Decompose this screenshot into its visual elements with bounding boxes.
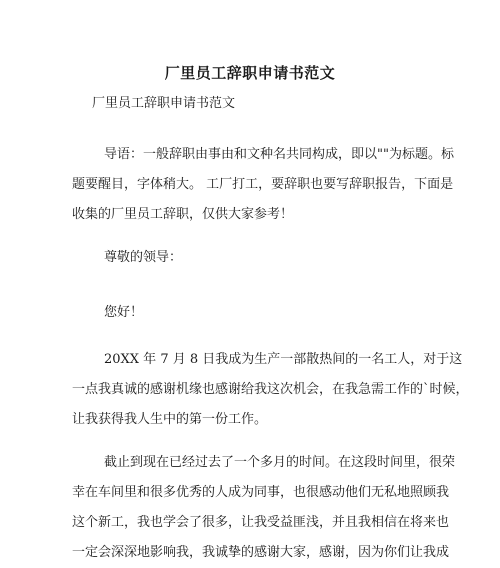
- greeting: [72, 298, 432, 328]
- paragraph-line: 一点我真诚的感谢机缘也感谢给我这次机会，在我急需工作的`时候，: [72, 382, 469, 397]
- paragraph-gratitude: [72, 448, 456, 568]
- salutation-text: 尊敬的领导：: [104, 250, 183, 265]
- paragraph-line: 20XX 年 7 月 8 日我成为生产一部散热间的一名工人，对于这: [104, 352, 463, 367]
- intro-line: 收集的厂里员工辞职，仅供大家参考！: [72, 207, 294, 222]
- paragraph-start-date: [72, 345, 469, 435]
- intro-line: 导语：一般辞职由事由和文种名共同构成，即以""为标题。标: [104, 147, 454, 162]
- salutation: [72, 243, 432, 273]
- document-subtitle: 厂里员工辞职申请书范文: [92, 96, 236, 111]
- paragraph-line: 截止到现在已经过去了一个多月的时间。在这段时间里，很荣: [104, 455, 456, 470]
- intro-line: 题要醒目，字体稍大。 工厂打工，要辞职也要写辞职报告，下面是: [72, 177, 454, 192]
- greeting-text: 您好！: [104, 305, 144, 320]
- paragraph-line: 一定会深深地影响我，我诚挚的感谢大家，感谢，因为你们让我成: [72, 545, 450, 560]
- document-title: 厂里员工辞职申请书范文: [164, 64, 336, 82]
- intro-paragraph: [72, 140, 454, 230]
- paragraph-line: 幸在车间里和很多优秀的人成为同事，也很感动他们无私地照顾我: [72, 485, 450, 500]
- paragraph-line: 让我获得我人生中的第一份工作。: [72, 412, 268, 427]
- paragraph-line: 这个新工，我也学会了很多，让我受益匪浅，并且我相信在将来也: [72, 515, 450, 530]
